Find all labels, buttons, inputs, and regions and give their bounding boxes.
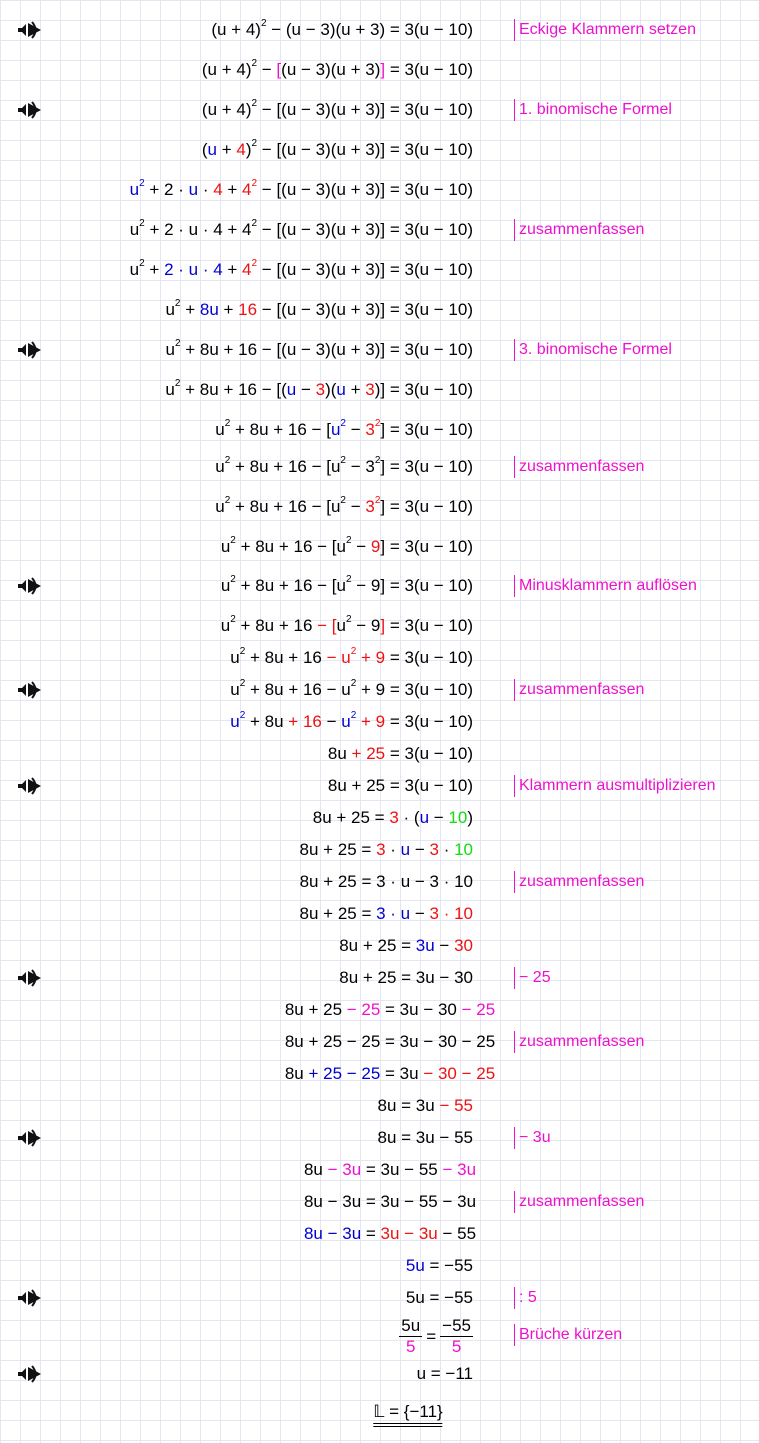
equation-term: − — [257, 60, 277, 79]
equation-term: − [(u − 3)(u + 3)] = 3(u − 10) — [257, 100, 473, 119]
equation-term: + 2 · u · 4 + 4 — [144, 220, 252, 239]
equation-term: 2 — [224, 495, 231, 506]
fraction-equation — [399, 1316, 473, 1360]
equation-term: + 8u + 16 − [u — [235, 537, 346, 556]
equation-line — [202, 98, 473, 122]
equation-term: u — [165, 380, 175, 399]
equation-term: + 8u + 16 − [u — [235, 576, 346, 595]
equation-term: 2 — [374, 495, 381, 506]
step-annotation: Eckige Klammern setzen — [514, 19, 696, 41]
equation-term: ] = 3(u − 10) — [380, 497, 473, 516]
equation-term: + 8u — [245, 712, 289, 731]
equation-term: 8u − 3u = 3u − 55 − 3u — [303, 1192, 477, 1211]
equation-term: 8u — [327, 744, 352, 763]
speaker-sound-icon[interactable] — [16, 777, 42, 795]
step-annotation: − 25 — [514, 967, 551, 989]
equation-term: 2 — [230, 535, 236, 546]
equation-term: 3 — [365, 497, 375, 516]
equation-term: u — [207, 140, 217, 159]
equation-term: u — [336, 380, 346, 399]
equation-term: = 3u — [380, 1064, 424, 1083]
equation-term: 2 — [139, 218, 145, 229]
equation-term: 8u + 25 = — [299, 904, 377, 923]
equation-term: (u + 4) — [201, 100, 252, 119]
equation-term: ] — [380, 616, 386, 635]
equation-term: 8u + 25 = 3(u − 10) — [327, 776, 473, 795]
equation-term: + 8u + 16 − [u — [230, 457, 341, 476]
equation-line — [285, 1030, 495, 1054]
equation-line — [328, 742, 473, 766]
equation-term: u — [336, 616, 346, 635]
equation-term: u — [230, 648, 240, 667]
equation-term: − 30 − 25 — [423, 1064, 496, 1083]
equation-term: 8u = 3u — [377, 1096, 440, 1115]
equation-term: − (u − 3)(u + 3) = 3(u − 10) — [266, 20, 473, 39]
equation-line — [130, 218, 473, 242]
equation-term: · — [438, 840, 455, 859]
step-annotation: : 5 — [514, 1287, 537, 1309]
equation-term: = 3(u − 10) — [385, 712, 473, 731]
equation-term: = 3(u − 10) — [385, 648, 473, 667]
equation-line — [304, 1158, 476, 1182]
step-annotation: zusammenfassen — [514, 1191, 644, 1213]
equation-term: 3u — [415, 936, 435, 955]
equation-term: (u + 4) — [211, 20, 261, 39]
equation-line — [215, 495, 473, 519]
equation-line — [304, 1222, 476, 1246]
equation-term: − [ — [317, 616, 337, 635]
solution-set: 𝕃 = {−11} — [373, 1402, 442, 1427]
speaker-sound-icon[interactable] — [16, 101, 42, 119]
equation-term: 2 — [230, 614, 236, 625]
equation-term: 2 — [345, 574, 352, 585]
equation-term: + 9 = 3(u − 10) — [356, 680, 473, 699]
equation-term: − — [410, 904, 430, 923]
equation-term: 2 — [345, 614, 352, 625]
equation-term: + — [180, 300, 200, 319]
equation-term: 2 — [239, 646, 246, 657]
equation-term: + 9 — [356, 648, 386, 667]
fraction-denominator: 5 — [406, 1337, 416, 1356]
equation-term: + 16 — [288, 712, 322, 731]
equation-term: − [(u − 3)(u + 3)] = 3(u − 10) — [257, 220, 473, 239]
equation-line — [304, 1190, 476, 1214]
equation-term: + — [222, 260, 243, 279]
equation-term: + 9 — [361, 712, 386, 731]
equation-term: · — [385, 840, 401, 859]
equation-term: 3 · u — [376, 904, 411, 923]
equation-term: − — [321, 712, 342, 731]
equation-line — [285, 998, 495, 1022]
equation-term: − [(u − 3)(u + 3)] = 3(u − 10) — [257, 180, 473, 199]
equation-line — [202, 58, 473, 82]
equation-term: + — [217, 140, 237, 159]
equation-term: u — [230, 680, 240, 699]
equation-term: 2 — [260, 18, 267, 29]
equation-term: − — [351, 537, 371, 556]
equation-term: − u — [326, 648, 351, 667]
equation-term: 10 — [454, 840, 473, 859]
equation-term: 3 — [389, 808, 399, 827]
equation-term: + 25 − 25 — [308, 1064, 381, 1083]
equation-term: + 8u + 16 — [245, 648, 327, 667]
equation-line — [230, 646, 473, 670]
step-annotation: 3. binomische Formel — [514, 339, 672, 361]
equation-term: + 8u + 16 — [235, 616, 318, 635]
speaker-sound-icon[interactable] — [16, 1365, 42, 1383]
equation-term: + — [218, 300, 239, 319]
equation-term: (u − 3)(u + 3) — [281, 60, 381, 79]
equation-term: 2 — [139, 258, 145, 269]
equation-term: 5u = −55 — [405, 1288, 473, 1307]
equation-line — [230, 710, 473, 734]
equation-term: 2 — [251, 58, 258, 69]
equation-line — [406, 1286, 473, 1310]
equation-term: )] = 3(u − 10) — [374, 380, 473, 399]
equation-term: 4 — [242, 260, 252, 279]
equation-term: − 3 — [345, 457, 375, 476]
equation-line — [378, 1094, 473, 1118]
equation-term: 8u + 25 = 3u − 30 — [339, 968, 473, 987]
equation-term: − — [296, 380, 316, 399]
equation-term: 2 — [345, 535, 352, 546]
equation-term: 2 · u · 4 — [164, 260, 223, 279]
equation-term: u — [230, 712, 240, 731]
equation-line — [417, 1362, 473, 1386]
equation-term: 2 — [340, 495, 346, 506]
speaker-sound-icon[interactable] — [16, 681, 42, 699]
equation-term: 4 — [242, 180, 252, 199]
equation-term: 3 · 10 — [429, 904, 473, 923]
equation-term: ) — [467, 808, 473, 827]
equation-term: 3 — [365, 380, 375, 399]
equation-term: 8u + 25 − 25 = 3u − 30 − 25 — [284, 1032, 496, 1051]
equation-line — [328, 774, 473, 798]
step-annotation: zusammenfassen — [514, 456, 644, 478]
equation-term: − 55 — [439, 1096, 473, 1115]
equation-term: − 25 — [346, 1000, 381, 1019]
equation-line — [300, 902, 473, 926]
equation-term: 2 — [251, 98, 258, 109]
equation-term: 2 — [340, 455, 346, 466]
step-annotation: zusammenfassen — [514, 871, 644, 893]
equation-line — [165, 298, 473, 322]
equation-term: − 9 — [351, 616, 381, 635]
equation-term: 8u − 3u — [303, 1224, 362, 1243]
equation-term: + — [222, 180, 243, 199]
equation-line — [202, 138, 473, 162]
equation-term: 2 — [139, 178, 145, 189]
equation-term: 3 — [365, 420, 375, 439]
speaker-sound-icon[interactable] — [16, 969, 42, 987]
equation-term: u — [220, 616, 231, 635]
equation-term: 2 — [251, 178, 258, 189]
equation-term: 5u — [405, 1256, 425, 1275]
equation-term: u — [215, 457, 225, 476]
fraction-denominator: 5 — [451, 1337, 462, 1356]
equation-term: 8u — [199, 300, 219, 319]
equation-term: 2 — [374, 418, 381, 429]
step-annotation: zusammenfassen — [514, 679, 644, 701]
equation-term: − 3u — [327, 1160, 362, 1179]
equation-term: 8u + 25 = — [299, 840, 377, 859]
equation-term: 8u + 25 = — [312, 808, 390, 827]
equation-term: u = −11 — [416, 1364, 473, 1383]
equation-term: = 3(u − 10) — [385, 744, 473, 763]
equation-line — [285, 1062, 495, 1086]
fraction-numerator: −55 — [442, 1316, 471, 1335]
equation-term: 8u — [284, 1064, 309, 1083]
equation-line — [165, 338, 473, 362]
equation-term: ] = 3(u − 10) — [380, 537, 473, 556]
equation-line — [313, 806, 473, 830]
equation-term: u — [165, 300, 175, 319]
equation-term: − 25 — [461, 1000, 496, 1019]
equation-term: 3u − 3u — [380, 1224, 438, 1243]
equation-term: 2 — [239, 710, 246, 721]
step-annotation: Minusklammern auflösen — [514, 575, 697, 597]
equation-term: u — [220, 537, 231, 556]
equation-term: = 3u − 55 — [361, 1160, 443, 1179]
equation-term: = −55 — [424, 1256, 473, 1275]
equation-term: u — [129, 220, 140, 239]
step-annotation: − 3u — [514, 1127, 551, 1149]
equation-term: · ( — [398, 808, 420, 827]
equation-term: − 3u — [442, 1160, 477, 1179]
equation-term: u — [419, 808, 430, 827]
equation-term: 2 — [224, 418, 231, 429]
left-fraction — [399, 1316, 422, 1357]
equation-term: − — [434, 936, 455, 955]
equation-line — [230, 678, 473, 702]
step-annotation: Brüche kürzen — [514, 1324, 622, 1346]
equation-line — [215, 455, 473, 479]
equation-term: 2 — [224, 455, 231, 466]
equation-term: = 3u − 30 — [380, 1000, 462, 1019]
equation-term: − — [410, 840, 430, 859]
equation-term: 30 — [454, 936, 473, 955]
equation-term: 2 — [350, 646, 357, 657]
equation-term: ] = 3(u − 10) — [380, 457, 473, 476]
step-annotation: 1. binomische Formel — [514, 99, 672, 121]
equation-term: 10 — [448, 808, 468, 827]
equation-term: u — [129, 180, 140, 199]
step-annotation: Klammern ausmultiplizieren — [514, 775, 716, 797]
equation-term: + 2 · — [144, 180, 189, 199]
speaker-sound-icon[interactable] — [16, 1129, 42, 1147]
equation-term: u — [400, 840, 411, 859]
equation-term: u — [220, 576, 231, 595]
equation-term: 8u — [303, 1160, 328, 1179]
equation-term: u — [341, 712, 351, 731]
equation-term: u — [330, 420, 341, 439]
equation-term: 2 — [251, 138, 258, 149]
equation-term: 8u + 25 = — [339, 936, 416, 955]
equation-term: 3 — [376, 840, 386, 859]
equation-term: u — [215, 497, 225, 516]
equation-term: ] — [380, 60, 386, 79]
equation-line — [130, 258, 473, 282]
equation-line — [221, 535, 473, 559]
equation-term: 8u + 25 = 3 · u − 3 · 10 — [299, 872, 473, 891]
equation-term: = — [361, 1224, 381, 1243]
equation-term: u — [215, 420, 225, 439]
equation-term: − [(u − 3)(u + 3)] = 3(u − 10) — [257, 140, 473, 159]
equation-line — [378, 1126, 473, 1150]
equation-term: + — [345, 380, 366, 399]
equation-term: u — [188, 180, 199, 199]
speaker-sound-icon[interactable] — [16, 341, 42, 359]
equation-term: + 8u + 16 − [( — [180, 380, 287, 399]
equation-term: ( — [201, 140, 208, 159]
equation-term: 2 — [350, 710, 357, 721]
equation-line — [221, 574, 473, 598]
speaker-sound-icon[interactable] — [16, 577, 42, 595]
equation-term: − [(u − 3)(u + 3)] = 3(u − 10) — [257, 300, 473, 319]
equation-term: = 3(u − 10) — [385, 60, 473, 79]
equation-line — [339, 934, 473, 958]
equation-term: 2 — [251, 218, 258, 229]
equation-term: + 8u + 16 − [(u − 3)(u + 3)] = 3(u − 10) — [180, 340, 473, 359]
equation-term: + 25 — [351, 744, 386, 763]
equation-term: 2 — [174, 378, 181, 389]
equation-term: u — [129, 260, 140, 279]
equation-line — [406, 1254, 473, 1278]
step-annotation: zusammenfassen — [514, 1031, 644, 1053]
equation-term: + 8u + 16 − u — [245, 680, 351, 699]
equation-term: 2 — [340, 418, 346, 429]
equation-term: + — [144, 260, 165, 279]
equation-term: − 55 — [437, 1224, 477, 1243]
equation-term: 2 — [374, 455, 381, 466]
equation-term: 2 — [174, 338, 181, 349]
equation-term: u — [286, 380, 297, 399]
equation-term: − — [345, 497, 366, 516]
equation-line — [211, 18, 473, 42]
equation-line — [215, 418, 473, 442]
equation-term: 2 — [350, 678, 357, 689]
equation-term: 3 — [315, 380, 326, 399]
equation-term: · — [198, 180, 214, 199]
equation-term: 8u + 25 — [284, 1000, 347, 1019]
equation-term: − 9] = 3(u − 10) — [351, 576, 473, 595]
equation-line — [130, 178, 473, 202]
equation-term: = 3(u − 10) — [385, 616, 473, 635]
equation-term: 8u = 3u − 55 — [377, 1128, 473, 1147]
equation-term: 3 — [429, 840, 439, 859]
equation-line — [165, 378, 473, 402]
equation-term: (u + 4) — [201, 60, 252, 79]
equation-term: 4 — [213, 180, 223, 199]
equals-sign: = — [426, 1326, 437, 1346]
fraction-numerator: 5u — [401, 1316, 421, 1335]
equation-term: 2 — [251, 258, 258, 269]
equation-term: − — [345, 420, 366, 439]
equation-term: + 8u + 16 − [u — [230, 497, 341, 516]
equation-term: + 8u + 16 − [ — [230, 420, 331, 439]
equation-term: ) — [245, 140, 252, 159]
equation-term: )( — [325, 380, 337, 399]
equation-term: [ — [276, 60, 282, 79]
equation-term: 16 — [238, 300, 258, 319]
equation-line — [339, 966, 473, 990]
speaker-sound-icon[interactable] — [16, 21, 42, 39]
equation-term: 9 — [370, 537, 381, 556]
equation-term: − [(u − 3)(u + 3)] = 3(u − 10) — [257, 260, 473, 279]
equation-line — [300, 870, 473, 894]
equation-term: 2 — [239, 678, 246, 689]
equation-term: 4 — [236, 140, 246, 159]
equation-line — [300, 838, 474, 862]
equation-term: 2 — [230, 574, 236, 585]
speaker-sound-icon[interactable] — [16, 1289, 42, 1307]
equation-term: ] = 3(u − 10) — [380, 420, 473, 439]
equation-line — [221, 614, 473, 638]
step-annotation: zusammenfassen — [514, 219, 644, 241]
equation-term: 2 — [174, 298, 181, 309]
equation-term: − — [429, 808, 449, 827]
equation-term: u — [165, 340, 175, 359]
right-fraction — [440, 1316, 473, 1357]
